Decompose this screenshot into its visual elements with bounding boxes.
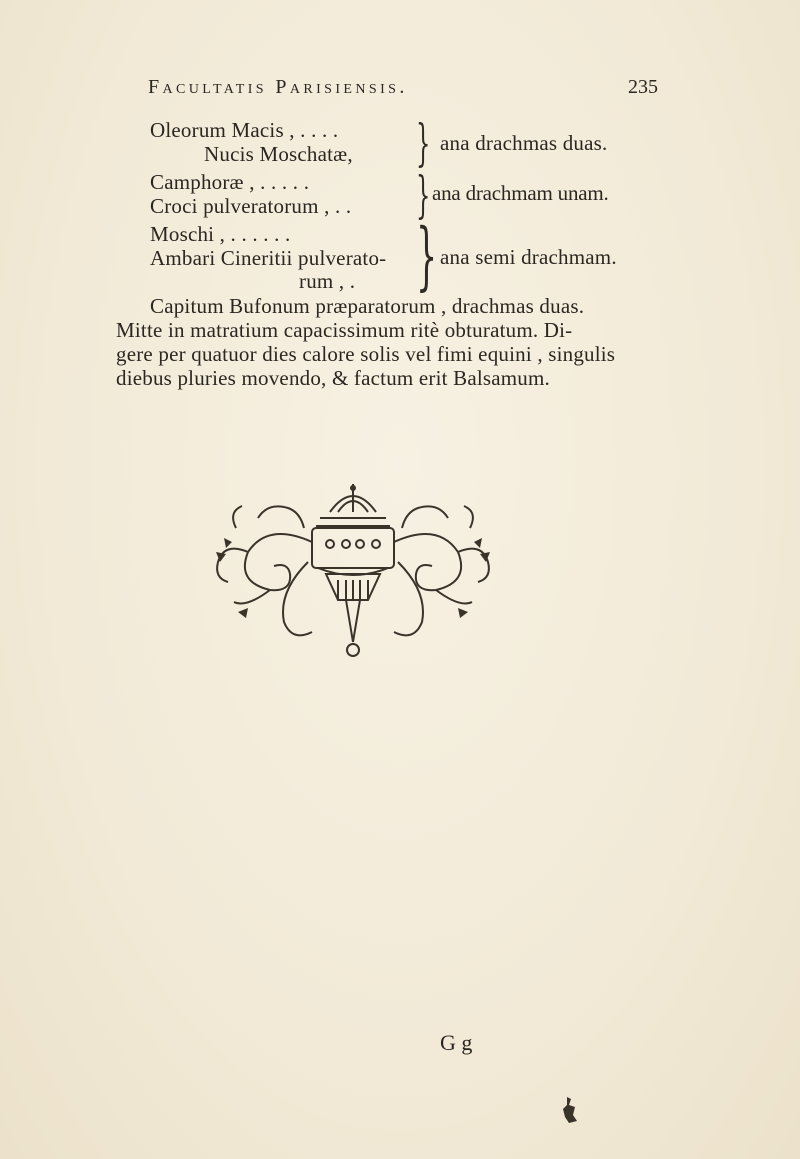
catchword: G g [440,1030,473,1055]
dose-line: ana drachmam unam. [432,181,609,205]
page-number: 235 [628,76,658,98]
ingredient-line: Camphoræ , . . . . . [150,170,310,194]
ingredient-line: Ambari Cineritii pulverato- [150,246,387,270]
dose-line: ana drachmas duas. [440,131,608,155]
brace-icon: } [416,114,431,172]
ingredient-line: Oleorum Macis , . . . . [150,118,339,142]
running-head [148,76,658,106]
instruction-line: diebus pluries movendo, & factum erit Balsamum. [116,366,550,390]
dose-line: ana semi drachmam. [440,245,617,269]
capitum-line: Capitum Bufonum præparatorum , drachmas duas. [150,294,585,318]
brace-icon: } [416,166,431,224]
ink-blot-icon [559,1095,581,1125]
ingredient-line: Nucis Moschatæ, [204,142,353,166]
brace-icon: } [416,213,438,299]
ingredient-line: rum , . [299,269,356,293]
floral-vignette-icon [208,482,498,662]
instruction-line: Mitte in matratium capacissimum ritè obturatum. Di- [116,318,573,342]
instruction-line: gere per quatuor dies calore solis vel fimi equini , singulis [116,342,616,366]
ingredient-line: Croci pulveratorum , . . [150,194,352,218]
running-head-title: Facultatis Parisiensis. [148,76,408,98]
ingredient-line: Moschi , . . . . . . [150,222,291,246]
